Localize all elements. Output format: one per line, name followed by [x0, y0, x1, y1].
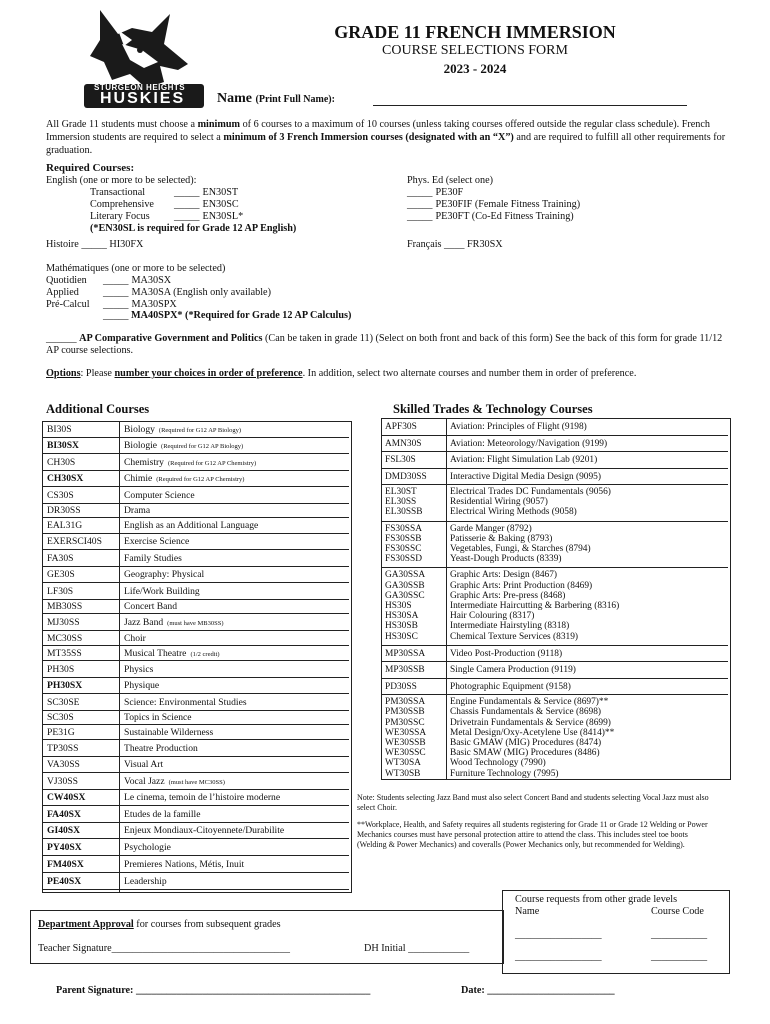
english-option-code: EN30SC	[202, 199, 239, 210]
course-description: Leadership	[124, 875, 167, 887]
math-option-label: Applied	[46, 287, 79, 298]
table-row[interactable]	[43, 873, 349, 890]
trades-heading: Skilled Trades & Technology Courses	[393, 402, 593, 416]
course-description: English as an Additional Language	[124, 520, 259, 531]
trade-course-description: Garde Manger (8792)	[450, 523, 532, 534]
course-description: Choir	[124, 632, 146, 644]
requests-name-header: Name	[515, 906, 540, 917]
trade-course-description: Chemical Texture Services (8319)	[450, 631, 579, 642]
trade-course-description: Yeast-Dough Products (8339)	[450, 554, 562, 565]
course-code: CW40SX	[47, 792, 86, 803]
math-option-code: MA30SPX	[131, 299, 177, 310]
trade-group[interactable]	[382, 485, 728, 522]
course-code: FM40SX	[47, 858, 84, 870]
course-code: PE40SX	[47, 875, 82, 887]
course-requests-box	[502, 890, 730, 974]
course-code: GI40SX	[47, 825, 81, 836]
date-field[interactable]: Date: _________________________	[461, 985, 615, 996]
trade-group[interactable]	[382, 452, 728, 469]
trades-table	[381, 418, 731, 780]
course-description: Psychologie	[124, 841, 171, 853]
course-description: Physics	[124, 663, 154, 675]
course-code: SC30S	[47, 712, 74, 723]
course-code: EXERSCI40S	[47, 536, 102, 547]
trade-course-description: Interactive Digital Media Design (9095)	[450, 471, 601, 482]
math-option-blank: _____	[103, 287, 129, 298]
department-approval-box	[30, 910, 504, 964]
course-description: Sustainable Wilderness	[124, 726, 214, 738]
table-row[interactable]	[43, 711, 349, 725]
table-row[interactable]	[43, 550, 349, 567]
course-description: Vocal Jazz (must have MC30SS)	[124, 775, 225, 787]
table-row[interactable]	[43, 534, 349, 550]
trade-course-code: APF30S	[385, 422, 417, 432]
options-paragraph: Options: Please number your choices in order of preference. In addition, select two alternate courses and number them in order of preference.	[46, 368, 637, 379]
name-label: Name	[217, 91, 252, 106]
pe-option-text: PE30F	[435, 187, 464, 198]
table-row[interactable]	[43, 806, 349, 823]
course-note: (1/2 credit)	[190, 650, 220, 658]
request-name-field-1[interactable]: _________________	[515, 929, 602, 940]
english-option[interactable]	[90, 187, 238, 199]
pe-option[interactable]	[407, 211, 574, 223]
trade-course-code: WE30SSB	[385, 738, 426, 749]
trade-course-code: EL30ST	[385, 487, 417, 497]
course-description: Geography: Physical	[124, 569, 205, 580]
trade-course-code: WT30SA	[385, 758, 421, 769]
trade-group[interactable]	[382, 469, 728, 486]
trade-course-description: Vegetables, Fungi, & Starches (8794)	[450, 543, 591, 554]
course-description: Chemistry (Required for G12 AP Chemistry)	[124, 456, 257, 468]
trade-course-code: GA30SSA	[385, 570, 426, 581]
trade-course-description: Basic GMAW (MIG) Procedures (8474)	[450, 738, 602, 749]
course-code: GE30S	[47, 569, 75, 580]
trade-course-description: Chassis Fundamentals & Service (8698)	[450, 707, 602, 718]
trade-course-code: HS30SA	[385, 611, 419, 622]
pe-option[interactable]	[407, 199, 580, 211]
trade-course-code: GA30SSB	[385, 580, 425, 591]
english-label: English (one or more to be selected):	[46, 175, 197, 186]
pe-option[interactable]	[407, 187, 463, 199]
english-option-label: Comprehensive	[90, 199, 154, 210]
math-ap-row[interactable]: _____ MA40SPX* (*Required for Grade 12 AP Calculus)	[103, 310, 352, 321]
table-row[interactable]	[43, 856, 349, 873]
trade-group[interactable]	[382, 568, 728, 645]
course-description: Enjeux Mondiaux-Citoyennete/Durabilite	[124, 825, 285, 836]
course-description: Visual Art	[124, 759, 164, 770]
requests-code-header: Course Code	[651, 906, 704, 917]
course-code: MJ30SS	[47, 616, 80, 628]
table-row[interactable]	[43, 454, 349, 471]
dh-initial-field[interactable]: DH Initial ____________	[364, 943, 470, 954]
requests-title: Course requests from other grade levels	[515, 894, 678, 905]
course-note: (Required for G12 AP Chemistry)	[167, 459, 257, 467]
math-label: Mathématiques (one or more to be selected)	[46, 263, 226, 274]
trade-course-code: EL30SS	[385, 497, 417, 508]
course-code: MT35SS	[47, 647, 82, 659]
trade-course-code: FS30SSB	[385, 533, 422, 544]
trade-course-description: Video Post-Production (9118)	[450, 648, 563, 659]
math-option[interactable]	[46, 287, 271, 299]
math-option-label: Pré-Calcul	[46, 299, 90, 310]
table-row[interactable]	[43, 678, 349, 694]
english-option-code: EN30SL*	[202, 211, 244, 222]
trade-course-code: PD30SS	[385, 681, 417, 692]
course-code: DR30SS	[47, 505, 81, 516]
trade-course-code: PM30SSA	[385, 697, 426, 708]
course-code: MC30SS	[47, 632, 83, 644]
name-row	[217, 91, 335, 107]
english-option[interactable]	[90, 199, 239, 211]
table-row[interactable]	[43, 757, 349, 773]
trade-course-description: Drivetrain Fundamentals & Service (8699)	[450, 717, 611, 728]
table-row[interactable]	[43, 694, 349, 711]
request-code-field-1[interactable]: ___________	[651, 929, 708, 940]
table-row[interactable]	[43, 438, 349, 454]
course-code: VJ30SS	[47, 775, 78, 787]
course-description: Theatre Production	[124, 742, 198, 754]
trade-course-code: EL30SSB	[385, 507, 423, 518]
pe-label: Phys. Ed (select one)	[407, 175, 494, 186]
trade-course-code: DMD30SS	[385, 471, 427, 482]
table-row[interactable]	[43, 839, 349, 856]
trade-course-code: GA30SSC	[385, 590, 425, 601]
course-description: Life/Work Building	[124, 585, 200, 597]
histoire-field[interactable]: Histoire _____ HI30FX	[46, 239, 144, 250]
trade-course-description: Patisserie & Baking (8793)	[450, 533, 553, 544]
table-row[interactable]	[43, 518, 349, 534]
course-description: Exercise Science	[124, 536, 190, 547]
trade-group[interactable]	[382, 679, 728, 696]
course-description: Jazz Band (must have MB30SS)	[124, 616, 224, 628]
form-subtitle: COURSE SELECTIONS FORM	[382, 43, 568, 58]
trade-course-description: Engine Fundamentals & Service (8697)**	[450, 697, 609, 708]
table-row[interactable]	[43, 471, 349, 487]
course-description: Science: Environmental Studies	[124, 696, 247, 708]
course-code: PE31G	[47, 726, 75, 738]
course-code: VA30SS	[47, 759, 80, 770]
trade-course-description: Aviation: Principles of Flight (9198)	[450, 422, 587, 432]
name-hint: (Print Full Name):	[255, 94, 335, 105]
course-code: TP30SS	[47, 742, 79, 754]
course-code: FA30S	[47, 552, 74, 564]
trade-course-description: Residential Wiring (9057)	[450, 497, 548, 508]
trade-course-description: Electrical Wiring Methods (9058)	[450, 507, 577, 518]
trade-course-code: FS30SSA	[385, 523, 423, 534]
trade-course-description: Graphic Arts: Print Production (8469)	[450, 580, 593, 591]
table-row[interactable]	[43, 487, 349, 504]
trade-course-code: HS30SC	[385, 631, 418, 642]
course-note: (must have MC30SS)	[168, 778, 225, 786]
english-option-blank: _____	[174, 211, 200, 222]
course-code: FA40SX	[47, 808, 81, 820]
trade-course-code: WT30SB	[385, 768, 421, 779]
trade-course-description: Wood Technology (7990)	[450, 758, 546, 769]
trade-course-code: WE30SSA	[385, 727, 427, 738]
trade-course-description: Photographic Equipment (9158)	[450, 681, 571, 692]
trade-group[interactable]	[382, 522, 728, 569]
course-description: Topics in Science	[124, 712, 192, 723]
trade-course-code: HS30SB	[385, 621, 418, 632]
course-description: Computer Science	[124, 489, 195, 501]
english-option-blank: _____	[174, 187, 200, 198]
table-row[interactable]	[43, 823, 349, 839]
course-description: Biologie (Required for G12 AP Biology)	[124, 440, 244, 451]
school-logo	[60, 4, 220, 110]
english-option-code: EN30ST	[202, 187, 239, 198]
course-code: CS30S	[47, 489, 74, 501]
pe-option-blank: _____	[407, 199, 433, 210]
teacher-signature-field[interactable]: Teacher Signature___________________________________	[38, 943, 290, 954]
trade-course-description: Single Camera Production (9119)	[450, 665, 576, 676]
english-option-label: Literary Focus	[90, 211, 150, 222]
parent-signature-field[interactable]: Parent Signature: ______________________________________________	[56, 985, 371, 996]
trade-group[interactable]	[382, 436, 728, 453]
additional-table	[42, 421, 352, 893]
name-field[interactable]	[373, 92, 687, 106]
trade-course-description: Graphic Arts: Pre-press (8468)	[450, 590, 566, 601]
table-row[interactable]	[43, 790, 349, 806]
ap-gov-row[interactable]: ______ AP Comparative Government and Politics (Can be taken in grade 11) (Select on both front and back of this form) See the back of this form for grade 11/12 AP course selections.	[46, 333, 723, 356]
course-description: Family Studies	[124, 552, 182, 564]
trade-course-code: PM30SSB	[385, 707, 425, 718]
trade-course-code: AMN30S	[385, 438, 422, 449]
trade-course-description: Aviation: Meteorology/Navigation (9199)	[450, 438, 608, 449]
course-code: EAL31G	[47, 520, 83, 531]
trade-course-code: FS30SSD	[385, 554, 423, 565]
course-code: CH30SX	[47, 473, 84, 484]
course-note: (Required for G12 AP Biology)	[158, 427, 242, 434]
trade-course-description: Basic SMAW (MIG) Procedures (8486)	[450, 748, 600, 759]
table-row[interactable]	[43, 773, 349, 790]
pe-option-blank: _____	[407, 211, 433, 222]
math-option-label: Quotidien	[46, 275, 87, 286]
request-name-field-2[interactable]: _________________	[515, 951, 602, 962]
trade-course-code: MP30SSA	[385, 648, 426, 659]
course-description: Chimie (Required for G12 AP Chemistry)	[124, 473, 245, 484]
course-description: Premieres Nations, Métis, Inuit	[124, 858, 245, 870]
course-code: CH30S	[47, 456, 76, 468]
english-option-label: Transactional	[90, 187, 146, 198]
approval-title: Department Approval for courses from subsequent grades	[38, 919, 281, 930]
course-code: PH30S	[47, 663, 75, 675]
table-row[interactable]	[43, 567, 349, 583]
math-option-code: MA30SX	[131, 275, 172, 286]
trades-note-1: Note: Students selecting Jazz Band must also select Concert Band and students selecting Vocal Jazz must also select Choir.	[357, 793, 709, 812]
trade-group[interactable]	[382, 419, 728, 436]
math-option-blank: _____	[103, 275, 129, 286]
trade-course-description: Electrical Trades DC Fundamentals (9056)	[450, 487, 611, 497]
trade-course-description: Hair Colouring (8317)	[450, 611, 535, 622]
logo-top-text: STURGEON HEIGHTS	[94, 83, 186, 92]
course-description: Biology (Required for G12 AP Biology)	[124, 424, 242, 435]
trade-course-description: Furniture Technology (7995)	[450, 768, 559, 779]
pe-option-blank: _____	[407, 187, 433, 198]
course-code: SC30SE	[47, 696, 80, 708]
trade-group[interactable]	[382, 662, 728, 679]
trade-course-description: Intermediate Haircutting & Barbering (8316)	[450, 600, 620, 611]
pe-option-text: PE30FT (Co-Ed Fitness Training)	[435, 211, 574, 222]
table-row[interactable]	[43, 631, 349, 646]
course-description: Concert Band	[124, 601, 178, 612]
trade-course-code: WE30SSC	[385, 748, 426, 759]
course-description: Physique	[124, 680, 160, 691]
required-heading: Required Courses:	[46, 162, 135, 174]
trade-course-code: PM30SSC	[385, 717, 425, 728]
table-row[interactable]	[43, 422, 349, 438]
trades-note-2: **Workplace, Health, and Safety requires all students registering for Grade 11 or Grade 12 Welding or Power Mechanics courses must have personal protection attire to attend the class. This includes steel toe boots (Welding & Power Mechanics) and coveralls (Power Mechanics only, but recommended for Welding).	[357, 820, 708, 849]
trade-group[interactable]	[382, 695, 728, 783]
math-option-blank: _____	[103, 299, 129, 310]
course-note: (Required for G12 AP Chemistry)	[156, 476, 245, 483]
trade-course-code: MP30SSB	[385, 665, 425, 676]
english-note: (*EN30SL is required for Grade 12 AP English)	[90, 223, 297, 234]
course-code: BI30SX	[47, 440, 79, 451]
course-description: Le cinema, temoin de l’histoire moderne	[124, 792, 281, 803]
math-option[interactable]	[46, 275, 171, 287]
course-description: Drama	[124, 505, 151, 516]
course-note: (must have MB30SS)	[167, 619, 224, 627]
logo-main-text: HUSKIES	[100, 90, 186, 107]
francais-field[interactable]: Français ____ FR30SX	[407, 239, 503, 250]
intro-paragraph: All Grade 11 students must choose a minimum of 6 courses to a maximum of 10 courses (unless taking courses offered outside the regular class schedule). French Immersion students are required to select a minimum of 3 French Immersion courses (designated with an “X”) and are required to fulfill all other requirements for graduation.	[46, 119, 726, 156]
pe-option-text: PE30FIF (Female Fitness Training)	[435, 199, 581, 210]
form-year: 2023 - 2024	[443, 61, 507, 76]
course-code: PY40SX	[47, 841, 82, 853]
english-option[interactable]	[90, 211, 243, 223]
trade-group[interactable]	[382, 646, 728, 663]
additional-heading: Additional Courses	[46, 402, 150, 416]
table-row[interactable]	[43, 646, 349, 661]
course-code: LF30S	[47, 585, 74, 597]
trade-course-description: Metal Design/Oxy-Acetylene Use (8414)**	[450, 727, 615, 738]
table-row[interactable]	[43, 600, 349, 614]
form-title: GRADE 11 FRENCH IMMERSION	[334, 22, 616, 42]
table-row[interactable]	[43, 740, 349, 757]
math-option-code: MA30SA (English only available)	[131, 287, 271, 298]
table-row[interactable]	[43, 504, 349, 518]
course-code: PH30SX	[47, 680, 83, 691]
trade-course-description: Intermediate Hairstyling (8318)	[450, 621, 570, 632]
course-description: Etudes de la famille	[124, 808, 201, 820]
trade-course-code: HS30S	[385, 600, 412, 611]
table-row[interactable]	[43, 725, 349, 740]
course-description: Musical Theatre (1/2 credit)	[124, 647, 220, 659]
english-option-blank: _____	[174, 199, 200, 210]
trade-course-code: FS30SSC	[385, 543, 422, 554]
trade-course-description: Aviation: Flight Simulation Lab (9201)	[450, 455, 598, 465]
table-row[interactable]	[43, 661, 349, 678]
table-row[interactable]	[43, 583, 349, 600]
course-code: BI30S	[47, 424, 72, 435]
course-code: MB30SS	[47, 601, 83, 612]
course-note: (Required for G12 AP Biology)	[161, 443, 244, 450]
trade-course-description: Graphic Arts: Design (8467)	[450, 570, 558, 581]
request-code-field-2[interactable]: ___________	[651, 951, 708, 962]
table-row[interactable]	[43, 614, 349, 631]
trade-course-code: FSL30S	[385, 455, 416, 465]
